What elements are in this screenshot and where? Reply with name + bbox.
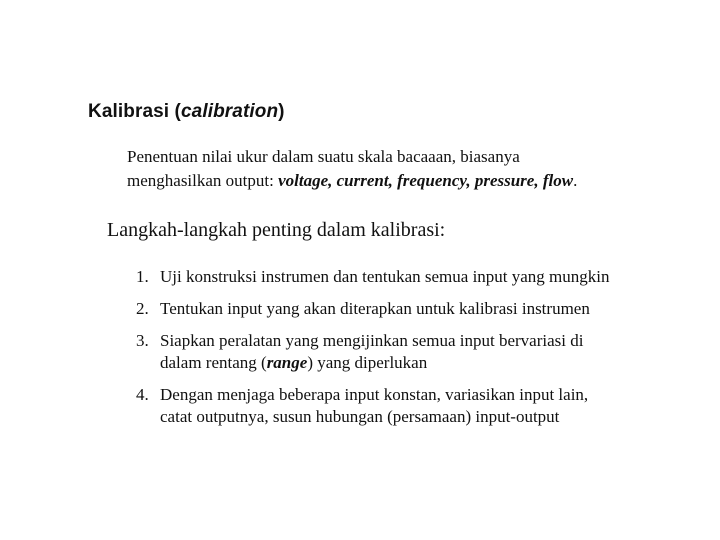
step-line bbox=[160, 352, 696, 374]
list-item bbox=[136, 384, 696, 428]
step-term: range bbox=[266, 353, 308, 372]
step-line-suffix: ) yang diperlukan bbox=[307, 353, 428, 372]
definition-line-2 bbox=[127, 169, 687, 193]
title-close-paren: ) bbox=[278, 101, 285, 122]
list-item bbox=[136, 298, 696, 320]
definition-prefix: menghasilkan output: bbox=[127, 171, 279, 190]
title-term: calibration bbox=[180, 101, 279, 122]
step-text bbox=[160, 266, 696, 288]
step-number: 3. bbox=[136, 331, 149, 350]
list-item bbox=[136, 266, 696, 288]
step-number: 4. bbox=[136, 385, 149, 404]
step-line: Uji konstruksi instrumen dan tentukan semua input yang mungkin bbox=[160, 267, 610, 286]
step-text bbox=[160, 298, 696, 320]
steps-list bbox=[136, 266, 696, 438]
step-number: 1. bbox=[136, 267, 149, 286]
step-number: 2. bbox=[136, 299, 149, 318]
title-open-paren: ( bbox=[169, 101, 181, 122]
definition-paragraph bbox=[127, 145, 687, 193]
definition-outputs: voltage, current, frequency, pressure, flow bbox=[278, 171, 574, 190]
definition-suffix: . bbox=[573, 171, 578, 190]
list-item bbox=[136, 330, 696, 374]
step-line: Tentukan input yang akan diterapkan untuk kalibrasi instrumen bbox=[160, 299, 590, 318]
step-line: catat outputnya, susun hubungan (persamaan) input-output bbox=[160, 407, 560, 426]
step-text bbox=[160, 384, 696, 428]
slide-title bbox=[88, 101, 285, 123]
title-word: Kalibrasi bbox=[88, 101, 170, 122]
definition-line-1: Penentuan nilai ukur dalam suatu skala bacaaan, biasanya bbox=[127, 147, 520, 166]
step-text bbox=[160, 330, 696, 374]
step-line: Siapkan peralatan yang mengijinkan semua input bervariasi di bbox=[160, 331, 584, 350]
step-line-prefix: dalam rentang ( bbox=[160, 353, 267, 372]
step-line: Dengan menjaga beberapa input konstan, variasikan input lain, bbox=[160, 385, 589, 404]
steps-heading: Langkah-langkah penting dalam kalibrasi: bbox=[107, 219, 446, 241]
